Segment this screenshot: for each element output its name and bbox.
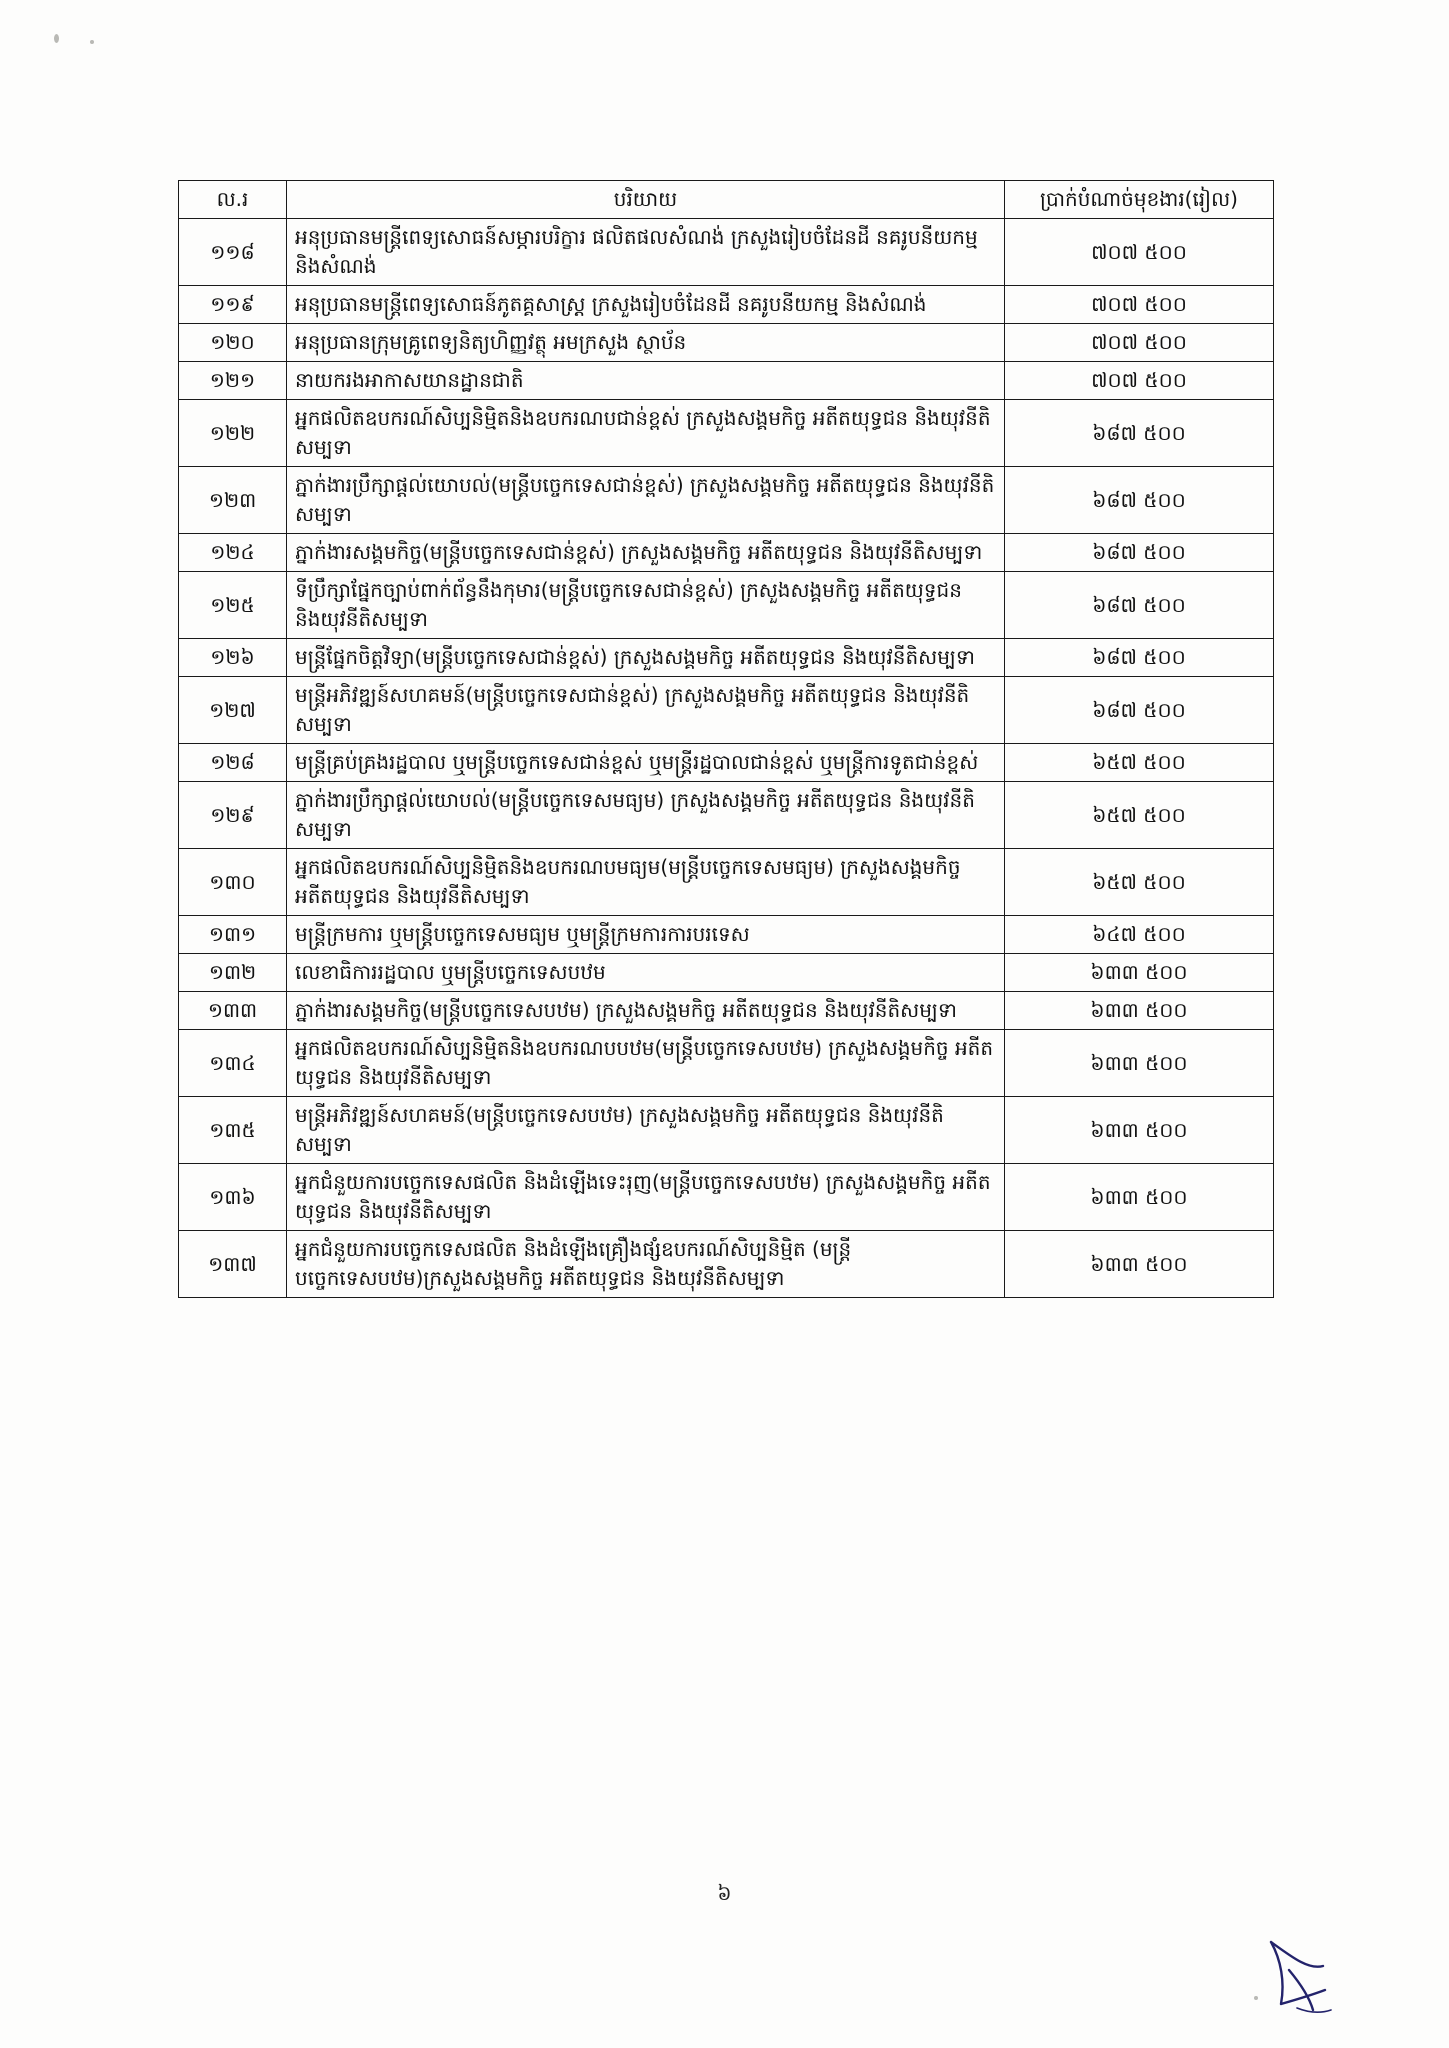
row-number: ១២០ xyxy=(179,324,287,362)
row-amount: ៦៥៧ ៥០០ xyxy=(1005,782,1274,849)
row-amount: ៦៣៣ ៥០០ xyxy=(1005,954,1274,992)
table-row xyxy=(179,362,1274,400)
row-number: ១២២ xyxy=(179,400,287,467)
table-row xyxy=(179,286,1274,324)
row-amount: ៦៨៧ ៥០០ xyxy=(1005,639,1274,677)
header-cell-amount: ប្រាក់បំណាច់មុខងារ(រៀល) xyxy=(1005,181,1274,219)
row-description: ភ្នាក់ងារសង្គមកិច្ច(មន្ត្រីបច្ចេកទេសបឋម) ក្រសួងសង្គមកិច្ច អតីតយុទ្ធជន និងយុវនីតិសម្បទា xyxy=(287,992,1005,1030)
table-row xyxy=(179,572,1274,639)
row-description: អ្នកជំនួយការបច្ចេកទេសផលិត និងដំឡើងទេះរុញ(មន្ត្រីបច្ចេកទេសបឋម) ក្រសួងសង្គមកិច្ច អតីតយុទ្ធជន និងយុវនីតិសម្បទា xyxy=(287,1164,1005,1231)
row-number: ១២៧ xyxy=(179,677,287,744)
row-amount: ៦៣៣ ៥០០ xyxy=(1005,1097,1274,1164)
row-number: ១២១ xyxy=(179,362,287,400)
table-row xyxy=(179,744,1274,782)
row-number: ១២៩ xyxy=(179,782,287,849)
row-number: ១២៥ xyxy=(179,572,287,639)
header-cell-description: បរិយាយ xyxy=(287,181,1005,219)
row-amount: ៦៣៣ ៥០០ xyxy=(1005,1164,1274,1231)
table-row xyxy=(179,992,1274,1030)
row-description: អ្នកជំនួយការបច្ចេកទេសផលិត និងដំឡើងគ្រឿងផ្សំឧបករណ៍សិប្បនិម្មិត (មន្ត្រីបច្ចេកទេសបឋម)ក្រសួងសង្គមកិច្ច អតីតយុទ្ធជន និងយុវនីតិសម្បទា xyxy=(287,1231,1005,1298)
table-header-row xyxy=(179,181,1274,219)
row-amount: ៦៨៧ ៥០០ xyxy=(1005,534,1274,572)
table-row xyxy=(179,534,1274,572)
table-row xyxy=(179,467,1274,534)
row-description: ភ្នាក់ងារប្រឹក្សាផ្ដល់យោបល់(មន្ត្រីបច្ចេកទេសមធ្យម) ក្រសួងសង្គមកិច្ច អតីតយុទ្ធជន និងយុវនីតិសម្បទា xyxy=(287,782,1005,849)
row-number: ១៣៦ xyxy=(179,1164,287,1231)
table-row xyxy=(179,849,1274,916)
row-description: អនុប្រធានមន្ត្រីពេទ្យសោធន៍សម្ភារបរិក្ខារ ផលិតផលសំណង់ ក្រសួងរៀបចំដែនដី នគរូបនីយកម្ម និងសំណង់ xyxy=(287,219,1005,286)
row-number: ១១៩ xyxy=(179,286,287,324)
table-row xyxy=(179,1231,1274,1298)
row-amount: ៧០៧ ៥០០ xyxy=(1005,324,1274,362)
table-row xyxy=(179,1164,1274,1231)
row-amount: ៦៣៣ ៥០០ xyxy=(1005,1030,1274,1097)
row-amount: ៦៨៧ ៥០០ xyxy=(1005,467,1274,534)
table-container xyxy=(178,180,1273,1298)
row-description: ភ្នាក់ងារប្រឹក្សាផ្ដល់យោបល់(មន្ត្រីបច្ចេកទេសជាន់ខ្ពស់) ក្រសួងសង្គមកិច្ច អតីតយុទ្ធជន និងយុវនីតិសម្បទា xyxy=(287,467,1005,534)
allowance-table xyxy=(178,180,1274,1298)
handwritten-signature xyxy=(1251,1930,1371,2020)
row-amount: ៦៣៣ ៥០០ xyxy=(1005,1231,1274,1298)
row-description: នាយករងអាកាសយានដ្ឋានជាតិ xyxy=(287,362,1005,400)
row-description: មន្ត្រីគ្រប់គ្រងរដ្ឋបាល ឬមន្ត្រីបច្ចេកទេសជាន់ខ្ពស់ ឬមន្ត្រីរដ្ឋបាលជាន់ខ្ពស់ ឬមន្ត្រីការទូតជាន់ខ្ពស់ xyxy=(287,744,1005,782)
row-description: អនុប្រធានមន្ត្រីពេទ្យសោធន៍ភូតគ្គសាស្ត្រ ក្រសួងរៀបចំដែនដី នគរូបនីយកម្ម និងសំណង់ xyxy=(287,286,1005,324)
row-number: ១៣១ xyxy=(179,916,287,954)
header-cell-no: ល.រ xyxy=(179,181,287,219)
row-amount: ៦៥៧ ៥០០ xyxy=(1005,744,1274,782)
row-description: លេខាធិការរដ្ឋបាល ឬមន្ត្រីបច្ចេកទេសបឋម xyxy=(287,954,1005,992)
row-amount: ៦៨៧ ៥០០ xyxy=(1005,400,1274,467)
table-row xyxy=(179,677,1274,744)
row-amount: ៦៨៧ ៥០០ xyxy=(1005,677,1274,744)
row-number: ១៣២ xyxy=(179,954,287,992)
row-amount: ៦៤៧ ៥០០ xyxy=(1005,916,1274,954)
row-description: ភ្នាក់ងារសង្គមកិច្ច(មន្ត្រីបច្ចេកទេសជាន់ខ្ពស់) ក្រសួងសង្គមកិច្ច អតីតយុទ្ធជន និងយុវនីតិសម្បទា xyxy=(287,534,1005,572)
table-row xyxy=(179,954,1274,992)
row-amount: ៦៨៧ ៥០០ xyxy=(1005,572,1274,639)
row-amount: ៧០៧ ៥០០ xyxy=(1005,219,1274,286)
table-row xyxy=(179,219,1274,286)
row-description: អ្នកផលិតឧបករណ៍សិប្បនិម្មិតនិងឧបករណបបឋម(មន្ត្រីបច្ចេកទេសបឋម) ក្រសួងសង្គមកិច្ច អតីតយុទ្ធជន និងយុវនីតិសម្បទា xyxy=(287,1030,1005,1097)
row-amount: ៧០៧ ៥០០ xyxy=(1005,286,1274,324)
table-row xyxy=(179,916,1274,954)
table-row xyxy=(179,1030,1274,1097)
scan-speck xyxy=(54,34,59,43)
row-number: ១៣៣ xyxy=(179,992,287,1030)
row-description: អ្នកផលិតឧបករណ៍សិប្បនិម្មិតនិងឧបករណបជាន់ខ្ពស់ ក្រសួងសង្គមកិច្ច អតីតយុទ្ធជន និងយុវនីតិសម្បទា xyxy=(287,400,1005,467)
row-number: ១១៨ xyxy=(179,219,287,286)
row-number: ១៣០ xyxy=(179,849,287,916)
row-description: មន្ត្រីអភិវឌ្ឍន៍សហគមន៍(មន្ត្រីបច្ចេកទេសជាន់ខ្ពស់) ក្រសួងសង្គមកិច្ច អតីតយុទ្ធជន និងយុវនីតិសម្បទា xyxy=(287,677,1005,744)
row-number: ១៣៥ xyxy=(179,1097,287,1164)
row-amount: ៦៣៣ ៥០០ xyxy=(1005,992,1274,1030)
page-number: ៦ xyxy=(717,1881,732,1905)
row-number: ១២៨ xyxy=(179,744,287,782)
table-row xyxy=(179,400,1274,467)
table-row xyxy=(179,1097,1274,1164)
row-description: មន្ត្រីផ្នែកចិត្តវិទ្យា(មន្ត្រីបច្ចេកទេសជាន់ខ្ពស់) ក្រសួងសង្គមកិច្ច អតីតយុទ្ធជន និងយុវនីតិសម្បទា xyxy=(287,639,1005,677)
row-number: ១៣៧ xyxy=(179,1231,287,1298)
row-amount: ៧០៧ ៥០០ xyxy=(1005,362,1274,400)
row-description: ទីប្រឹក្សាផ្នែកច្បាប់ពាក់ព័ន្ធនឹងកុមារ(មន្ត្រីបច្ចេកទេសជាន់ខ្ពស់) ក្រសួងសង្គមកិច្ច អតីតយុទ្ធជន និងយុវនីតិសម្បទា xyxy=(287,572,1005,639)
row-description: មន្ត្រីអភិវឌ្ឍន៍សហគមន៍(មន្ត្រីបច្ចេកទេសបឋម) ក្រសួងសង្គមកិច្ច អតីតយុទ្ធជន និងយុវនីតិសម្បទា xyxy=(287,1097,1005,1164)
table-row xyxy=(179,324,1274,362)
row-description: អនុប្រធានក្រុមគ្រូពេទ្យនិត្យហិញ្ញវត្ថុ អមក្រសួង ស្ថាប័ន xyxy=(287,324,1005,362)
row-number: ១២៣ xyxy=(179,467,287,534)
row-description: មន្ត្រីក្រមការ ឬមន្ត្រីបច្ចេកទេសមធ្យម ឬមន្ត្រីក្រមការការបរទេស xyxy=(287,916,1005,954)
row-description: អ្នកផលិតឧបករណ៍សិប្បនិម្មិតនិងឧបករណបមធ្យម(មន្ត្រីបច្ចេកទេសមធ្យម) ក្រសួងសង្គមកិច្ច អតីតយុទ្ធជន និងយុវនីតិសម្បទា xyxy=(287,849,1005,916)
table-row xyxy=(179,782,1274,849)
row-number: ១២៦ xyxy=(179,639,287,677)
row-number: ១២៤ xyxy=(179,534,287,572)
row-amount: ៦៥៧ ៥០០ xyxy=(1005,849,1274,916)
scan-speck xyxy=(90,40,94,44)
row-number: ១៣៤ xyxy=(179,1030,287,1097)
table-row xyxy=(179,639,1274,677)
